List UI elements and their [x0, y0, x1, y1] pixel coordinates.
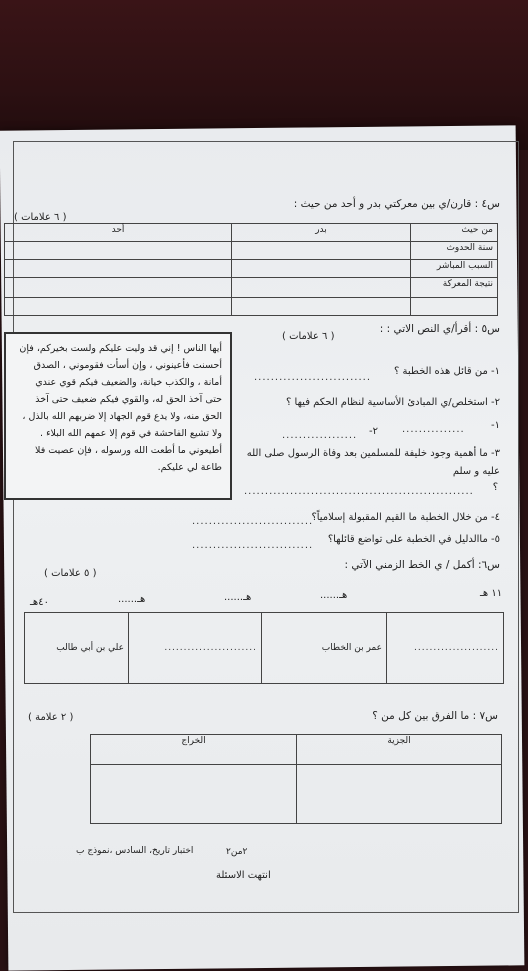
- passage-line: طاعة لي عليكم.: [157, 462, 222, 473]
- table-cell[interactable]: [232, 278, 411, 298]
- q5-question-2-item-2: ٢-: [369, 426, 378, 437]
- table-cell[interactable]: [5, 278, 232, 298]
- q5-title: س٥ : أقرأ/ي النص الاتي : :: [379, 323, 500, 335]
- table-cell[interactable]: [91, 765, 297, 824]
- table-cell[interactable]: [232, 260, 411, 278]
- q6-title: س٦: أكمل / ي الخط الزمني الآتي :: [344, 559, 500, 571]
- q4-title: س٤ : قارن/ي بين معركتي بدر و أحد من حيث :: [293, 198, 500, 210]
- answer-line[interactable]: .............................: [192, 540, 314, 551]
- q5-question-1: ١- من قائل هذه الخطبة ؟: [394, 366, 500, 377]
- q4-comparison-table: [4, 223, 498, 316]
- table-cell[interactable]: [5, 260, 232, 278]
- passage-line: أطيعوني ما أطعت الله ورسوله ، فإن عصيت فلا: [35, 445, 222, 456]
- q5-marks: ( ٦ علامات ): [282, 331, 335, 342]
- q7-marks: ( ٢ علامة ): [28, 712, 74, 723]
- q5-question-5: ٥- ماالدليل في الخطبة على تواضع قائلها؟: [327, 534, 500, 545]
- passage-line: أيها الناس ! إني قد وليت عليكم ولست بخيركم، فإن: [19, 343, 222, 354]
- timeline-name-cell: عمر بن الخطاب: [262, 613, 387, 684]
- passage-line: أحسنت فأعينوني ، وإن أسأت فقوموني ، الصدق: [33, 360, 222, 371]
- timeline-blank-cell[interactable]: ........................: [129, 613, 262, 684]
- passage-line: ولا تشيع الفاحشة في قوم إلا عمهم الله البلاء .: [40, 428, 222, 439]
- page-number: ٢من٢: [226, 847, 248, 857]
- q7-title: س٧ : ما الفرق بين كل من ؟: [372, 710, 498, 722]
- table-cell[interactable]: [5, 242, 232, 260]
- table-header: أحد: [5, 224, 232, 242]
- q7-difference-table: [90, 734, 502, 824]
- timeline-label: ٤٠هـ: [30, 597, 49, 608]
- q5-question-2: ٢- استخلص/ي المبادئ الأساسية لنظام الحكم فيها ؟: [286, 397, 500, 408]
- timeline-blank-cell[interactable]: ......................: [387, 613, 504, 684]
- end-of-questions: انتهت الاسئلة: [216, 870, 271, 881]
- table-row-label: السبب المباشر: [411, 260, 498, 278]
- table-cell[interactable]: [5, 298, 232, 316]
- table-cell[interactable]: [232, 298, 411, 316]
- passage-line: الحق منه، ولا يدع قوم الجهاد إلا ضربهم الله بالذل ،: [22, 411, 222, 422]
- q5-question-4: ٤- من خلال الخطبة ما القيم المقبولة إسلامياً؟: [311, 512, 500, 523]
- timeline-label[interactable]: هـ......: [320, 590, 348, 601]
- q5-question-3-end: ؟: [492, 482, 498, 493]
- table-cell[interactable]: [232, 242, 411, 260]
- q6-marks: ( ٥ علامات ): [44, 568, 97, 579]
- answer-line[interactable]: .............................: [192, 516, 314, 527]
- q5-question-2-item-1: ١-: [491, 420, 500, 431]
- passage-line: حتى آخذ الحق له، والقوي فيكم ضعيف حتى آخذ: [35, 394, 222, 405]
- exam-label: اختبار تاريخ، السادس ،نموذج ب: [76, 846, 194, 856]
- q5-question-3: ٣- ما أهمية وجود خليفة للمسلمين بعد وفاة الرسول صلى الله: [246, 448, 500, 459]
- timeline-label[interactable]: هـ......: [224, 592, 252, 603]
- answer-line[interactable]: .......................................................: [244, 486, 474, 497]
- table-row-label: سنة الحدوث: [411, 242, 498, 260]
- answer-line[interactable]: ...............: [402, 424, 465, 435]
- table-header: بدر: [232, 224, 411, 242]
- table-header: الخراج: [91, 735, 297, 765]
- timeline-table: [24, 612, 504, 684]
- q4-marks: ( ٦ علامات ): [14, 212, 67, 223]
- answer-line[interactable]: ..................: [282, 430, 358, 441]
- q5-passage-box: [4, 332, 232, 500]
- table-cell[interactable]: [297, 765, 502, 824]
- table-row-label: [411, 298, 498, 316]
- timeline-name-cell: علي بن أبي طالب: [25, 613, 129, 684]
- passage-line: أمانة ، والكذب خيانة، والضعيف فيكم قوي عندي: [35, 377, 222, 388]
- table-header: من حيث: [411, 224, 498, 242]
- timeline-label[interactable]: هـ......: [118, 594, 146, 605]
- table-header: الجزية: [297, 735, 502, 765]
- timeline-label: ١١ هـ: [480, 588, 503, 599]
- table-row-label: نتيجة المعركة: [411, 278, 498, 298]
- answer-line[interactable]: ............................: [254, 372, 372, 383]
- q5-question-3-line-2: عليه و سلم: [452, 466, 500, 477]
